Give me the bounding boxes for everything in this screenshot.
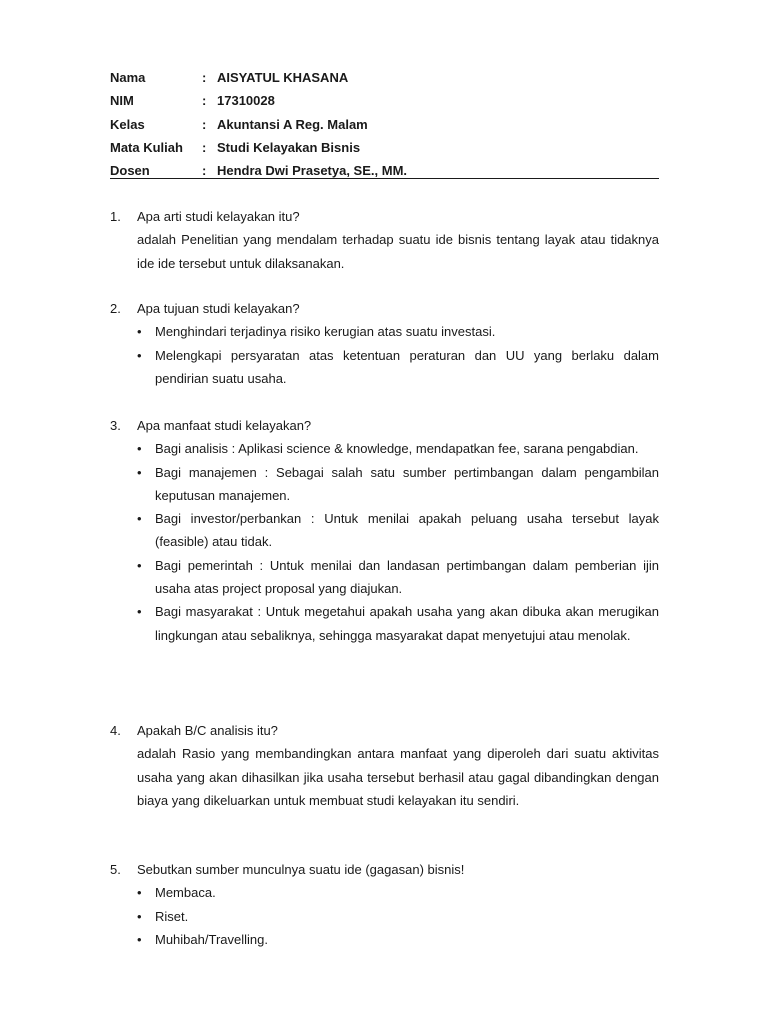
bullet-item bbox=[137, 928, 659, 951]
question-number: 1. bbox=[110, 209, 121, 224]
bullet-text: Membaca. bbox=[155, 885, 216, 901]
bullet-icon: • bbox=[137, 557, 142, 573]
question-block-1 bbox=[110, 205, 659, 275]
bullet-item bbox=[137, 344, 659, 391]
header-row-kelas bbox=[110, 113, 659, 136]
question-block-5 bbox=[110, 858, 659, 951]
bullet-text: Bagi analisis : Aplikasi science & knowledge, mendapatkan fee, sarana pengabdian. bbox=[155, 441, 639, 457]
question-text: Apa manfaat studi kelayakan? bbox=[137, 418, 312, 433]
header-row-mata-kuliah bbox=[110, 136, 659, 159]
header-separator: : bbox=[202, 93, 207, 109]
question-number: 4. bbox=[110, 723, 121, 738]
bullet-item bbox=[137, 320, 659, 343]
answer-paragraph: adalah Rasio yang membandingkan antara manfaat yang diperoleh dari suatu aktivitas usaha yang akan dihasilkan jika usaha tersebut berhasil atau gagal dibandingkan dengan biaya yang dikeluarkan untuk membuat studi kelayakan itu sendiri. bbox=[137, 746, 659, 808]
header-divider bbox=[110, 178, 659, 179]
bullet-icon: • bbox=[137, 885, 142, 901]
header-value: Hendra Dwi Prasetya, SE., MM. bbox=[217, 163, 408, 179]
bullet-item bbox=[137, 881, 659, 904]
question-number: 3. bbox=[110, 418, 121, 433]
bullet-icon: • bbox=[137, 347, 142, 363]
header-value: Akuntansi A Reg. Malam bbox=[217, 116, 368, 132]
bullet-item bbox=[137, 554, 659, 601]
question-text: Apa tujuan studi kelayakan? bbox=[137, 301, 300, 316]
question-block-3 bbox=[110, 414, 659, 647]
header-value: AISYATUL KHASANA bbox=[217, 70, 349, 85]
bullet-icon: • bbox=[137, 511, 142, 527]
bullet-icon: • bbox=[137, 604, 142, 620]
bullet-text: Bagi investor/perbankan : Untuk menilai apakah peluang usaha tersebut layak (feasible) atau tidak. bbox=[155, 511, 659, 550]
bullet-item bbox=[137, 905, 659, 928]
bullet-text: Riset. bbox=[155, 908, 189, 924]
header-value: Studi Kelayakan Bisnis bbox=[217, 139, 361, 155]
bullet-text: Bagi pemerintah : Untuk menilai dan landasan pertimbangan dalam pemberian ijin usaha atas project proposal yang diajukan. bbox=[155, 557, 659, 597]
student-info-header bbox=[110, 66, 659, 182]
bullet-icon: • bbox=[137, 464, 142, 480]
bullet-text: Menghindari terjadinya risiko kerugian atas suatu investasi. bbox=[155, 324, 496, 340]
header-label: Kelas bbox=[110, 116, 145, 132]
bullet-item bbox=[137, 437, 659, 460]
question-text: Apa arti studi kelayakan itu? bbox=[137, 209, 300, 224]
header-separator: : bbox=[202, 139, 207, 155]
answer-bullet-list bbox=[137, 320, 659, 390]
question-text: Apakah B/C analisis itu? bbox=[137, 723, 278, 738]
question-text: Sebutkan sumber munculnya suatu ide (gagasan) bisnis! bbox=[137, 862, 465, 877]
bullet-text: Bagi manajemen : Sebagai salah satu sumber pertimbangan dalam pengambilan keputusan manajemen. bbox=[155, 464, 659, 503]
header-label: Mata Kuliah bbox=[110, 139, 183, 155]
header-label: Nama bbox=[110, 70, 146, 85]
header-separator: : bbox=[202, 163, 207, 179]
bullet-icon: • bbox=[137, 931, 142, 947]
header-separator: : bbox=[202, 116, 207, 132]
answer-paragraph: adalah Penelitian yang mendalam terhadap suatu ide bisnis tentang layak atau tidaknya ide ide tersebut untuk dilaksanakan. bbox=[137, 232, 659, 271]
header-value: 17310028 bbox=[217, 93, 275, 109]
answer-bullet-list bbox=[137, 437, 659, 647]
question-block-2 bbox=[110, 297, 659, 390]
bullet-text: Muhibah/Travelling. bbox=[155, 931, 268, 947]
bullet-icon: • bbox=[137, 324, 142, 340]
bullet-icon: • bbox=[137, 908, 142, 924]
bullet-item bbox=[137, 600, 659, 647]
question-number: 5. bbox=[110, 862, 121, 877]
question-block-4 bbox=[110, 719, 659, 812]
bullet-text: Bagi masyarakat : Untuk megetahui apakah usaha yang akan dibuka akan merugikan lingkungan atau sebaliknya, sehingga masyarakat dapat menyetujui atau menolak. bbox=[155, 604, 659, 643]
bullet-text: Melengkapi persyaratan atas ketentuan peraturan dan UU yang berlaku dalam pendirian suatu usaha. bbox=[155, 347, 659, 386]
header-separator: : bbox=[202, 70, 207, 85]
answer-bullet-list bbox=[137, 881, 659, 951]
bullet-item bbox=[137, 461, 659, 508]
bullet-icon: • bbox=[137, 441, 142, 457]
header-label: Dosen bbox=[110, 163, 150, 179]
header-row-nim bbox=[110, 89, 659, 112]
question-number: 2. bbox=[110, 301, 121, 316]
bullet-item bbox=[137, 507, 659, 554]
header-row-nama bbox=[110, 66, 659, 89]
header-label: NIM bbox=[110, 93, 134, 109]
